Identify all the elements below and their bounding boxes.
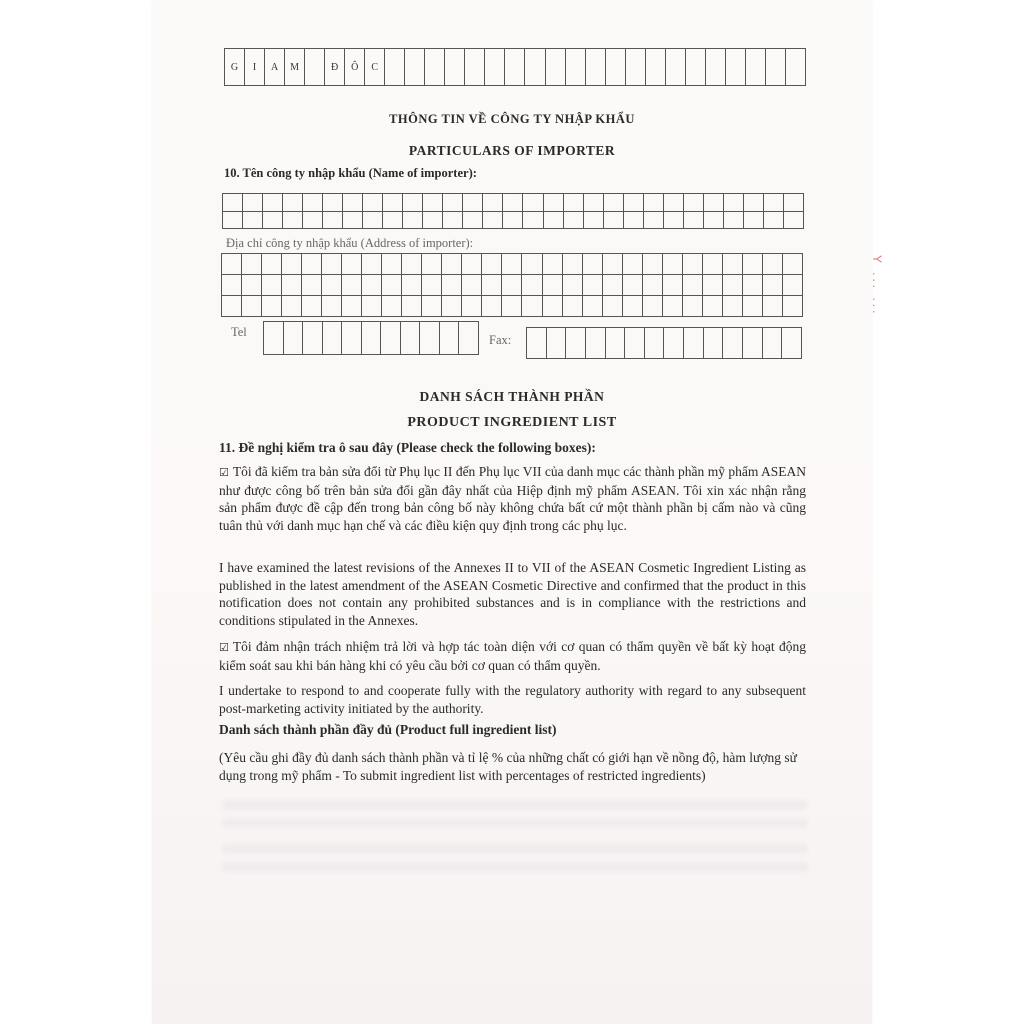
char-cell: Ô (345, 49, 365, 86)
char-cell[interactable] (722, 254, 742, 275)
char-cell[interactable] (625, 328, 645, 359)
char-cell[interactable] (400, 322, 420, 355)
char-cell: G (225, 49, 245, 86)
checked-checkbox-icon[interactable]: ☑ (219, 466, 229, 479)
char-cell[interactable] (605, 328, 625, 359)
char-cell[interactable] (483, 211, 503, 229)
check2-en-text: I undertake to respond to and cooperate fully with the regulatory authority with regard to any subsequent post-marketing activity initiated by the authority. (219, 683, 806, 716)
char-cell[interactable] (463, 194, 483, 212)
char-cell[interactable] (522, 296, 542, 317)
tel-label: Tel (231, 325, 247, 339)
char-cell[interactable] (222, 254, 242, 275)
char-cell (685, 49, 705, 86)
char-cell (305, 49, 325, 86)
bleed-through-line (222, 844, 808, 854)
char-cell[interactable] (663, 194, 683, 212)
char-cell[interactable] (683, 194, 703, 212)
char-cell[interactable] (543, 194, 563, 212)
char-cell[interactable] (585, 328, 605, 359)
char-cell[interactable] (361, 322, 381, 355)
char-cell[interactable] (362, 254, 382, 275)
char-cell[interactable] (243, 211, 263, 229)
char-cell[interactable] (442, 296, 462, 317)
char-cell[interactable] (743, 211, 763, 229)
char-cell[interactable] (622, 296, 642, 317)
char-cell[interactable] (402, 275, 422, 296)
char-cell[interactable] (782, 254, 802, 275)
char-cell[interactable] (722, 275, 742, 296)
char-cell[interactable] (583, 194, 603, 212)
char-cell[interactable] (663, 211, 683, 229)
char-cell[interactable] (682, 296, 702, 317)
char-cell[interactable] (242, 275, 262, 296)
char-cell[interactable] (502, 275, 522, 296)
char-cell[interactable] (483, 194, 503, 212)
char-cell[interactable] (262, 254, 282, 275)
char-cell[interactable] (382, 254, 402, 275)
char-cell[interactable] (462, 275, 482, 296)
red-stamp-edge: Y ... ... (870, 255, 884, 317)
char-cell[interactable] (343, 194, 363, 212)
importer-address-field[interactable] (221, 253, 803, 317)
char-cell (665, 49, 685, 86)
char-cell[interactable] (742, 254, 762, 275)
char-cell[interactable] (382, 296, 402, 317)
char-cell[interactable] (542, 275, 562, 296)
full-list-note: (Yêu cầu ghi đầy đủ danh sách thành phần và tỉ lệ % của những chất có giới hạn về nồng độ, hàm lượng sử dụng trong mỹ phẩm - To submit ingredient list with percentages of restricted ingredients) (219, 750, 797, 783)
char-cell[interactable] (603, 194, 623, 212)
char-cell[interactable] (242, 296, 262, 317)
char-cell[interactable] (682, 254, 702, 275)
char-cell (565, 49, 585, 86)
char-cell[interactable] (303, 322, 323, 355)
char-cell[interactable] (422, 296, 442, 317)
char-cell (605, 49, 625, 86)
char-cell[interactable] (482, 296, 502, 317)
char-cell[interactable] (323, 194, 343, 212)
char-cell[interactable] (283, 211, 303, 229)
char-cell (465, 49, 485, 86)
char-cell[interactable] (342, 322, 362, 355)
char-cell[interactable] (463, 211, 483, 229)
char-cell[interactable] (683, 211, 703, 229)
char-cell[interactable] (302, 254, 322, 275)
char-cell[interactable] (762, 328, 782, 359)
char-cell[interactable] (763, 211, 783, 229)
char-cell[interactable] (503, 194, 523, 212)
char-cell[interactable] (783, 194, 803, 212)
char-cell[interactable] (263, 194, 283, 212)
ingredients-title-vi: DANH SÁCH THÀNH PHẦN (419, 389, 605, 404)
char-cell[interactable] (723, 328, 743, 359)
char-cell[interactable] (684, 328, 704, 359)
importer-title-vi: THÔNG TIN VỀ CÔNG TY NHẬP KHẨU (389, 112, 635, 126)
char-cell[interactable] (643, 211, 663, 229)
char-cell[interactable] (322, 296, 342, 317)
char-cell: M (285, 49, 305, 86)
fax-label: Fax: (489, 333, 512, 347)
check1-vi-text: Tôi đã kiểm tra bản sửa đổi từ Phụ lục II đến Phụ lục VII của danh mục các thành phần mỹ phẩm ASEAN như được công bố trên bản sửa đổi gần đây nhất của Hiệp định mỹ phẩm ASEAN. Tôi xin xác nhận rằng sản phẩm được đề cập đến trong bản công bố này không chứa bất cứ một thành phần bị cấm nào và cũng tuân thủ với danh mục hạn chế và các điều kiện quy định trong các phụ lục. (219, 464, 806, 533)
char-cell[interactable] (723, 211, 743, 229)
char-cell[interactable] (763, 194, 783, 212)
char-cell[interactable] (702, 296, 722, 317)
char-cell[interactable] (563, 211, 583, 229)
char-cell (625, 49, 645, 86)
char-cell[interactable] (343, 211, 363, 229)
char-cell (545, 49, 565, 86)
char-cell[interactable] (222, 275, 242, 296)
char-cell[interactable] (302, 296, 322, 317)
char-cell[interactable] (223, 211, 243, 229)
char-cell[interactable] (527, 328, 547, 359)
checked-checkbox-icon[interactable]: ☑ (219, 641, 229, 654)
char-cell[interactable] (402, 254, 422, 275)
char-cell (425, 49, 445, 86)
importer-title-en: PARTICULARS OF IMPORTER (408, 143, 616, 158)
char-cell[interactable] (644, 328, 664, 359)
char-cell[interactable] (622, 275, 642, 296)
char-cell[interactable] (523, 194, 543, 212)
bleed-through-line (222, 800, 808, 810)
char-cell[interactable] (303, 194, 323, 212)
char-cell[interactable] (602, 296, 622, 317)
char-cell[interactable] (566, 328, 586, 359)
char-cell[interactable] (322, 275, 342, 296)
char-cell[interactable] (422, 275, 442, 296)
char-cell[interactable] (543, 211, 563, 229)
char-cell[interactable] (642, 296, 662, 317)
char-cell[interactable] (664, 328, 684, 359)
char-cell[interactable] (642, 275, 662, 296)
char-cell[interactable] (582, 275, 602, 296)
char-cell[interactable] (723, 194, 743, 212)
char-cell (485, 49, 505, 86)
char-cell[interactable] (222, 296, 242, 317)
importer-name-field[interactable] (222, 193, 804, 229)
char-cell[interactable] (442, 254, 462, 275)
char-cell[interactable] (459, 322, 479, 355)
char-cell[interactable] (223, 194, 243, 212)
char-cell[interactable] (603, 211, 623, 229)
char-cell[interactable] (762, 254, 782, 275)
char-cell[interactable] (482, 254, 502, 275)
char-cell[interactable] (303, 211, 323, 229)
char-cell[interactable] (243, 194, 263, 212)
char-cell[interactable] (602, 275, 622, 296)
char-cell: I (245, 49, 265, 86)
char-cell[interactable] (642, 254, 662, 275)
char-cell[interactable] (283, 322, 303, 355)
char-cell[interactable] (262, 296, 282, 317)
char-cell[interactable] (602, 254, 622, 275)
char-cell[interactable] (583, 211, 603, 229)
importer-address-label: Địa chỉ công ty nhập khẩu (Address of importer): (226, 236, 474, 250)
char-cell[interactable] (522, 275, 542, 296)
char-cell (745, 49, 765, 86)
char-cell[interactable] (623, 194, 643, 212)
char-cell[interactable] (662, 275, 682, 296)
char-cell[interactable] (443, 194, 463, 212)
char-cell[interactable] (522, 254, 542, 275)
char-cell[interactable] (403, 194, 423, 212)
char-cell (705, 49, 725, 86)
char-cell[interactable] (462, 296, 482, 317)
char-cell[interactable] (420, 322, 440, 355)
checkbox-item-2-vi[interactable] (219, 638, 806, 674)
char-cell[interactable] (342, 275, 362, 296)
char-cell[interactable] (782, 275, 802, 296)
char-cell (585, 49, 605, 86)
char-cell[interactable] (402, 296, 422, 317)
ingredients-title-en: PRODUCT INGREDIENT LIST (407, 415, 617, 430)
char-cell: C (365, 49, 385, 86)
char-cell[interactable] (523, 211, 543, 229)
char-cell[interactable] (562, 296, 582, 317)
char-cell[interactable] (342, 254, 362, 275)
char-cell[interactable] (762, 275, 782, 296)
char-cell[interactable] (263, 211, 283, 229)
char-cell[interactable] (322, 322, 342, 355)
char-cell[interactable] (662, 296, 682, 317)
char-cell[interactable] (282, 296, 302, 317)
char-cell[interactable] (282, 254, 302, 275)
char-cell[interactable] (482, 275, 502, 296)
char-cell[interactable] (443, 211, 463, 229)
char-cell (765, 49, 785, 86)
char-cell[interactable] (542, 254, 562, 275)
char-cell (505, 49, 525, 86)
char-cell[interactable] (563, 194, 583, 212)
char-cell[interactable] (762, 296, 782, 317)
char-cell[interactable] (242, 254, 262, 275)
char-cell[interactable] (462, 254, 482, 275)
fax-field[interactable] (526, 327, 802, 359)
char-cell (405, 49, 425, 86)
char-cell[interactable] (702, 275, 722, 296)
char-cell[interactable] (422, 254, 442, 275)
char-cell[interactable] (743, 328, 763, 359)
char-cell: A (265, 49, 285, 86)
char-cell: Đ (325, 49, 345, 86)
char-cell[interactable] (423, 194, 443, 212)
char-cell[interactable] (423, 211, 443, 229)
importer-name-label: 10. Tên công ty nhập khẩu (Name of importer): (224, 166, 477, 180)
char-cell[interactable] (643, 194, 663, 212)
char-cell[interactable] (322, 254, 342, 275)
char-cell[interactable] (362, 296, 382, 317)
char-cell[interactable] (363, 211, 383, 229)
char-cell[interactable] (381, 322, 401, 355)
char-cell[interactable] (582, 296, 602, 317)
char-cell[interactable] (542, 296, 562, 317)
char-cell[interactable] (782, 296, 802, 317)
char-cell[interactable] (282, 275, 302, 296)
char-cell[interactable] (783, 211, 803, 229)
char-cell[interactable] (342, 296, 362, 317)
char-cell[interactable] (302, 275, 322, 296)
char-cell[interactable] (782, 328, 802, 359)
bleed-through-line (222, 862, 808, 872)
check1-en-text: I have examined the latest revisions of the Annexes II to VII of the ASEAN Cosmetic Ingredient Listing as published in the latest amendment of the ASEAN Cosmetic Directive and confirmed that the product in this notification does not contain any prohibited substances and is in compliance with the restrictions and conditions stipulated in the Annexes. (219, 560, 806, 628)
char-cell[interactable] (722, 296, 742, 317)
char-cell[interactable] (363, 194, 383, 212)
char-cell (645, 49, 665, 86)
char-cell[interactable] (623, 211, 643, 229)
char-cell[interactable] (442, 275, 462, 296)
check2-vi-text: Tôi đảm nhận trách nhiệm trả lời và hợp tác toàn diện với cơ quan có thẩm quyền về bất kỳ hoạt động kiểm soát sau khi bán hàng khi có yêu cầu bởi cơ quan có thẩm quyền. (219, 639, 806, 673)
char-cell[interactable] (742, 296, 762, 317)
char-cell (725, 49, 745, 86)
char-cell[interactable] (323, 211, 343, 229)
char-cell (525, 49, 545, 86)
char-cell (445, 49, 465, 86)
char-cell[interactable] (503, 211, 523, 229)
char-cell[interactable] (562, 275, 582, 296)
char-cell[interactable] (403, 211, 423, 229)
char-cell[interactable] (662, 254, 682, 275)
full-list-heading: Danh sách thành phần đầy đủ (Product full ingredient list) (219, 722, 557, 737)
char-cell[interactable] (546, 328, 566, 359)
char-cell[interactable] (703, 194, 723, 212)
char-cell[interactable] (382, 275, 402, 296)
check-instructions-heading: 11. Đề nghị kiểm tra ô sau đây (Please check the following boxes): (219, 440, 596, 455)
char-cell[interactable] (682, 275, 702, 296)
char-cell[interactable] (582, 254, 602, 275)
char-cell[interactable] (562, 254, 582, 275)
char-cell[interactable] (743, 194, 763, 212)
char-cell[interactable] (439, 322, 459, 355)
char-cell[interactable] (383, 211, 403, 229)
char-cell[interactable] (502, 296, 522, 317)
tel-field[interactable] (263, 321, 479, 355)
char-cell[interactable] (264, 322, 284, 355)
char-cell[interactable] (742, 275, 762, 296)
char-cell[interactable] (502, 254, 522, 275)
director-name-box (224, 48, 806, 86)
char-cell[interactable] (622, 254, 642, 275)
char-cell[interactable] (383, 194, 403, 212)
char-cell (785, 49, 805, 86)
bleed-through-line (222, 818, 808, 828)
char-cell[interactable] (362, 275, 382, 296)
char-cell[interactable] (702, 254, 722, 275)
char-cell[interactable] (703, 328, 723, 359)
char-cell (385, 49, 405, 86)
checkbox-item-1-vi[interactable] (219, 463, 806, 534)
char-cell[interactable] (262, 275, 282, 296)
char-cell[interactable] (703, 211, 723, 229)
char-cell[interactable] (283, 194, 303, 212)
